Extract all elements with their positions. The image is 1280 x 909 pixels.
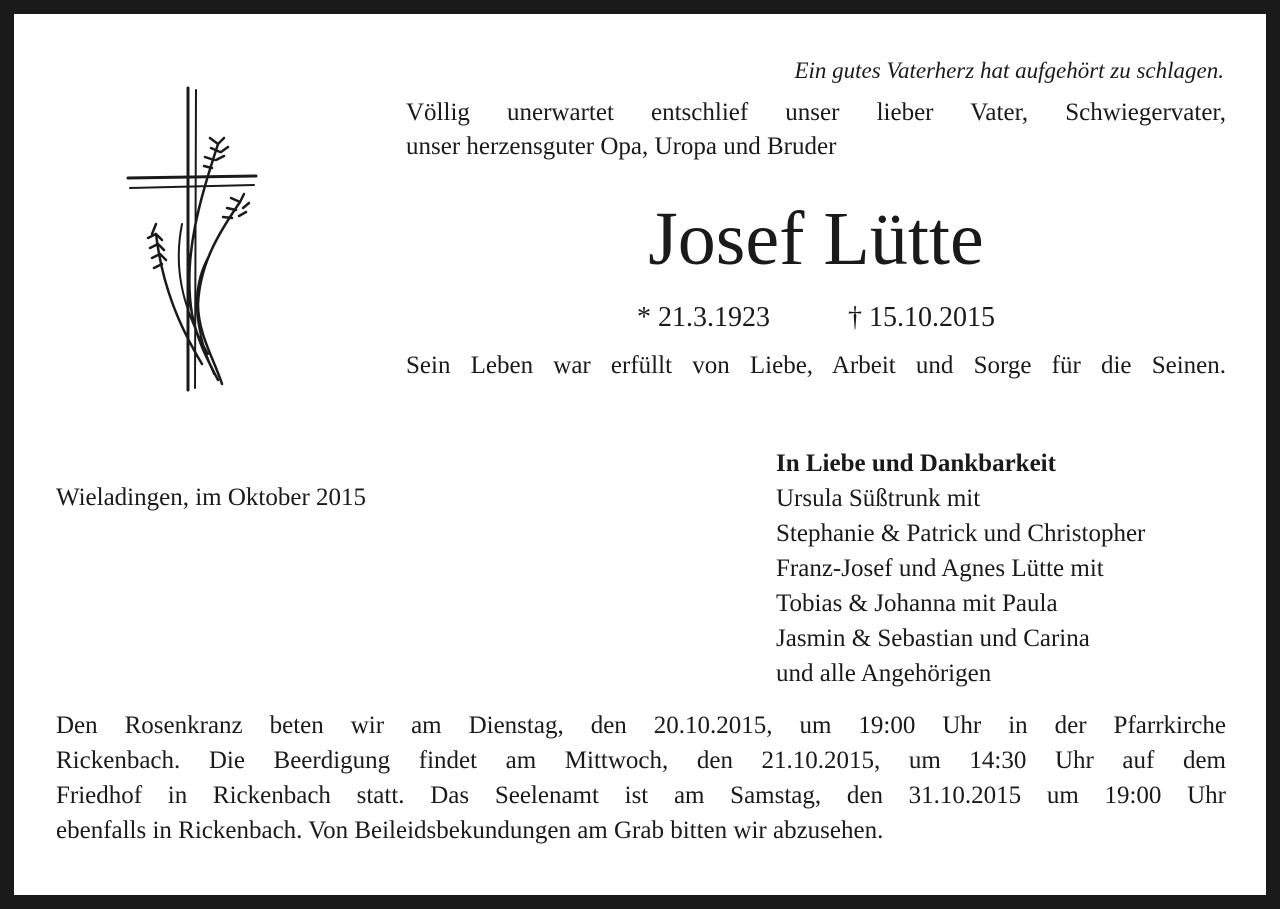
family-member: Ursula Süßtrunk mit (776, 485, 981, 512)
service-line: Den Rosenkranz beten wir am Dienstag, den 20.10.2015, um 19:00 Uhr in der Pfarrkirche (56, 712, 1226, 739)
family-member: Franz-Josef und Agnes Lütte mit (776, 555, 1104, 582)
obituary-card (14, 14, 1266, 895)
death-date: † 15.10.2015 (848, 302, 995, 333)
family-heading: In Liebe und Dankbarkeit (776, 450, 1056, 477)
intro-line: Völlig unerwartet entschlief unser lieber Vater, Schwiegervater, (406, 99, 1226, 126)
family-member: Jasmin & Sebastian und Carina (776, 625, 1090, 652)
intro-text (406, 96, 1226, 164)
place-date: Wieladingen, im Oktober 2015 (56, 484, 367, 511)
deceased-name: Josef Lütte (648, 197, 984, 281)
service-line: ebenfalls in Rickenbach. Von Beileidsbekundungen am Grab bitten wir abzusehen. (56, 817, 884, 844)
life-dates (406, 302, 1226, 334)
service-line: Rickenbach. Die Beerdigung findet am Mittwoch, den 21.10.2015, um 14:30 Uhr auf dem (56, 747, 1226, 774)
family-member: Tobias & Johanna mit Paula (776, 590, 1058, 617)
cross-with-wheat-icon (122, 84, 262, 394)
family-list (776, 446, 1145, 691)
service-info (56, 708, 1226, 848)
family-member: Stephanie & Patrick und Christopher (776, 520, 1146, 547)
family-member: und alle Angehörigen (776, 660, 992, 687)
intro-line: unser herzensguter Opa, Uropa und Bruder (406, 133, 837, 160)
service-line: Friedhof in Rickenbach statt. Das Seelenamt ist am Samstag, den 31.10.2015 um 19:00 Uhr (56, 782, 1226, 809)
birth-date: * 21.3.1923 (637, 302, 770, 333)
life-summary: Sein Leben war erfüllt von Liebe, Arbeit und Sorge für die Seinen. (406, 352, 1226, 379)
motto: Ein gutes Vaterherz hat aufgehört zu schlagen. (794, 58, 1224, 83)
